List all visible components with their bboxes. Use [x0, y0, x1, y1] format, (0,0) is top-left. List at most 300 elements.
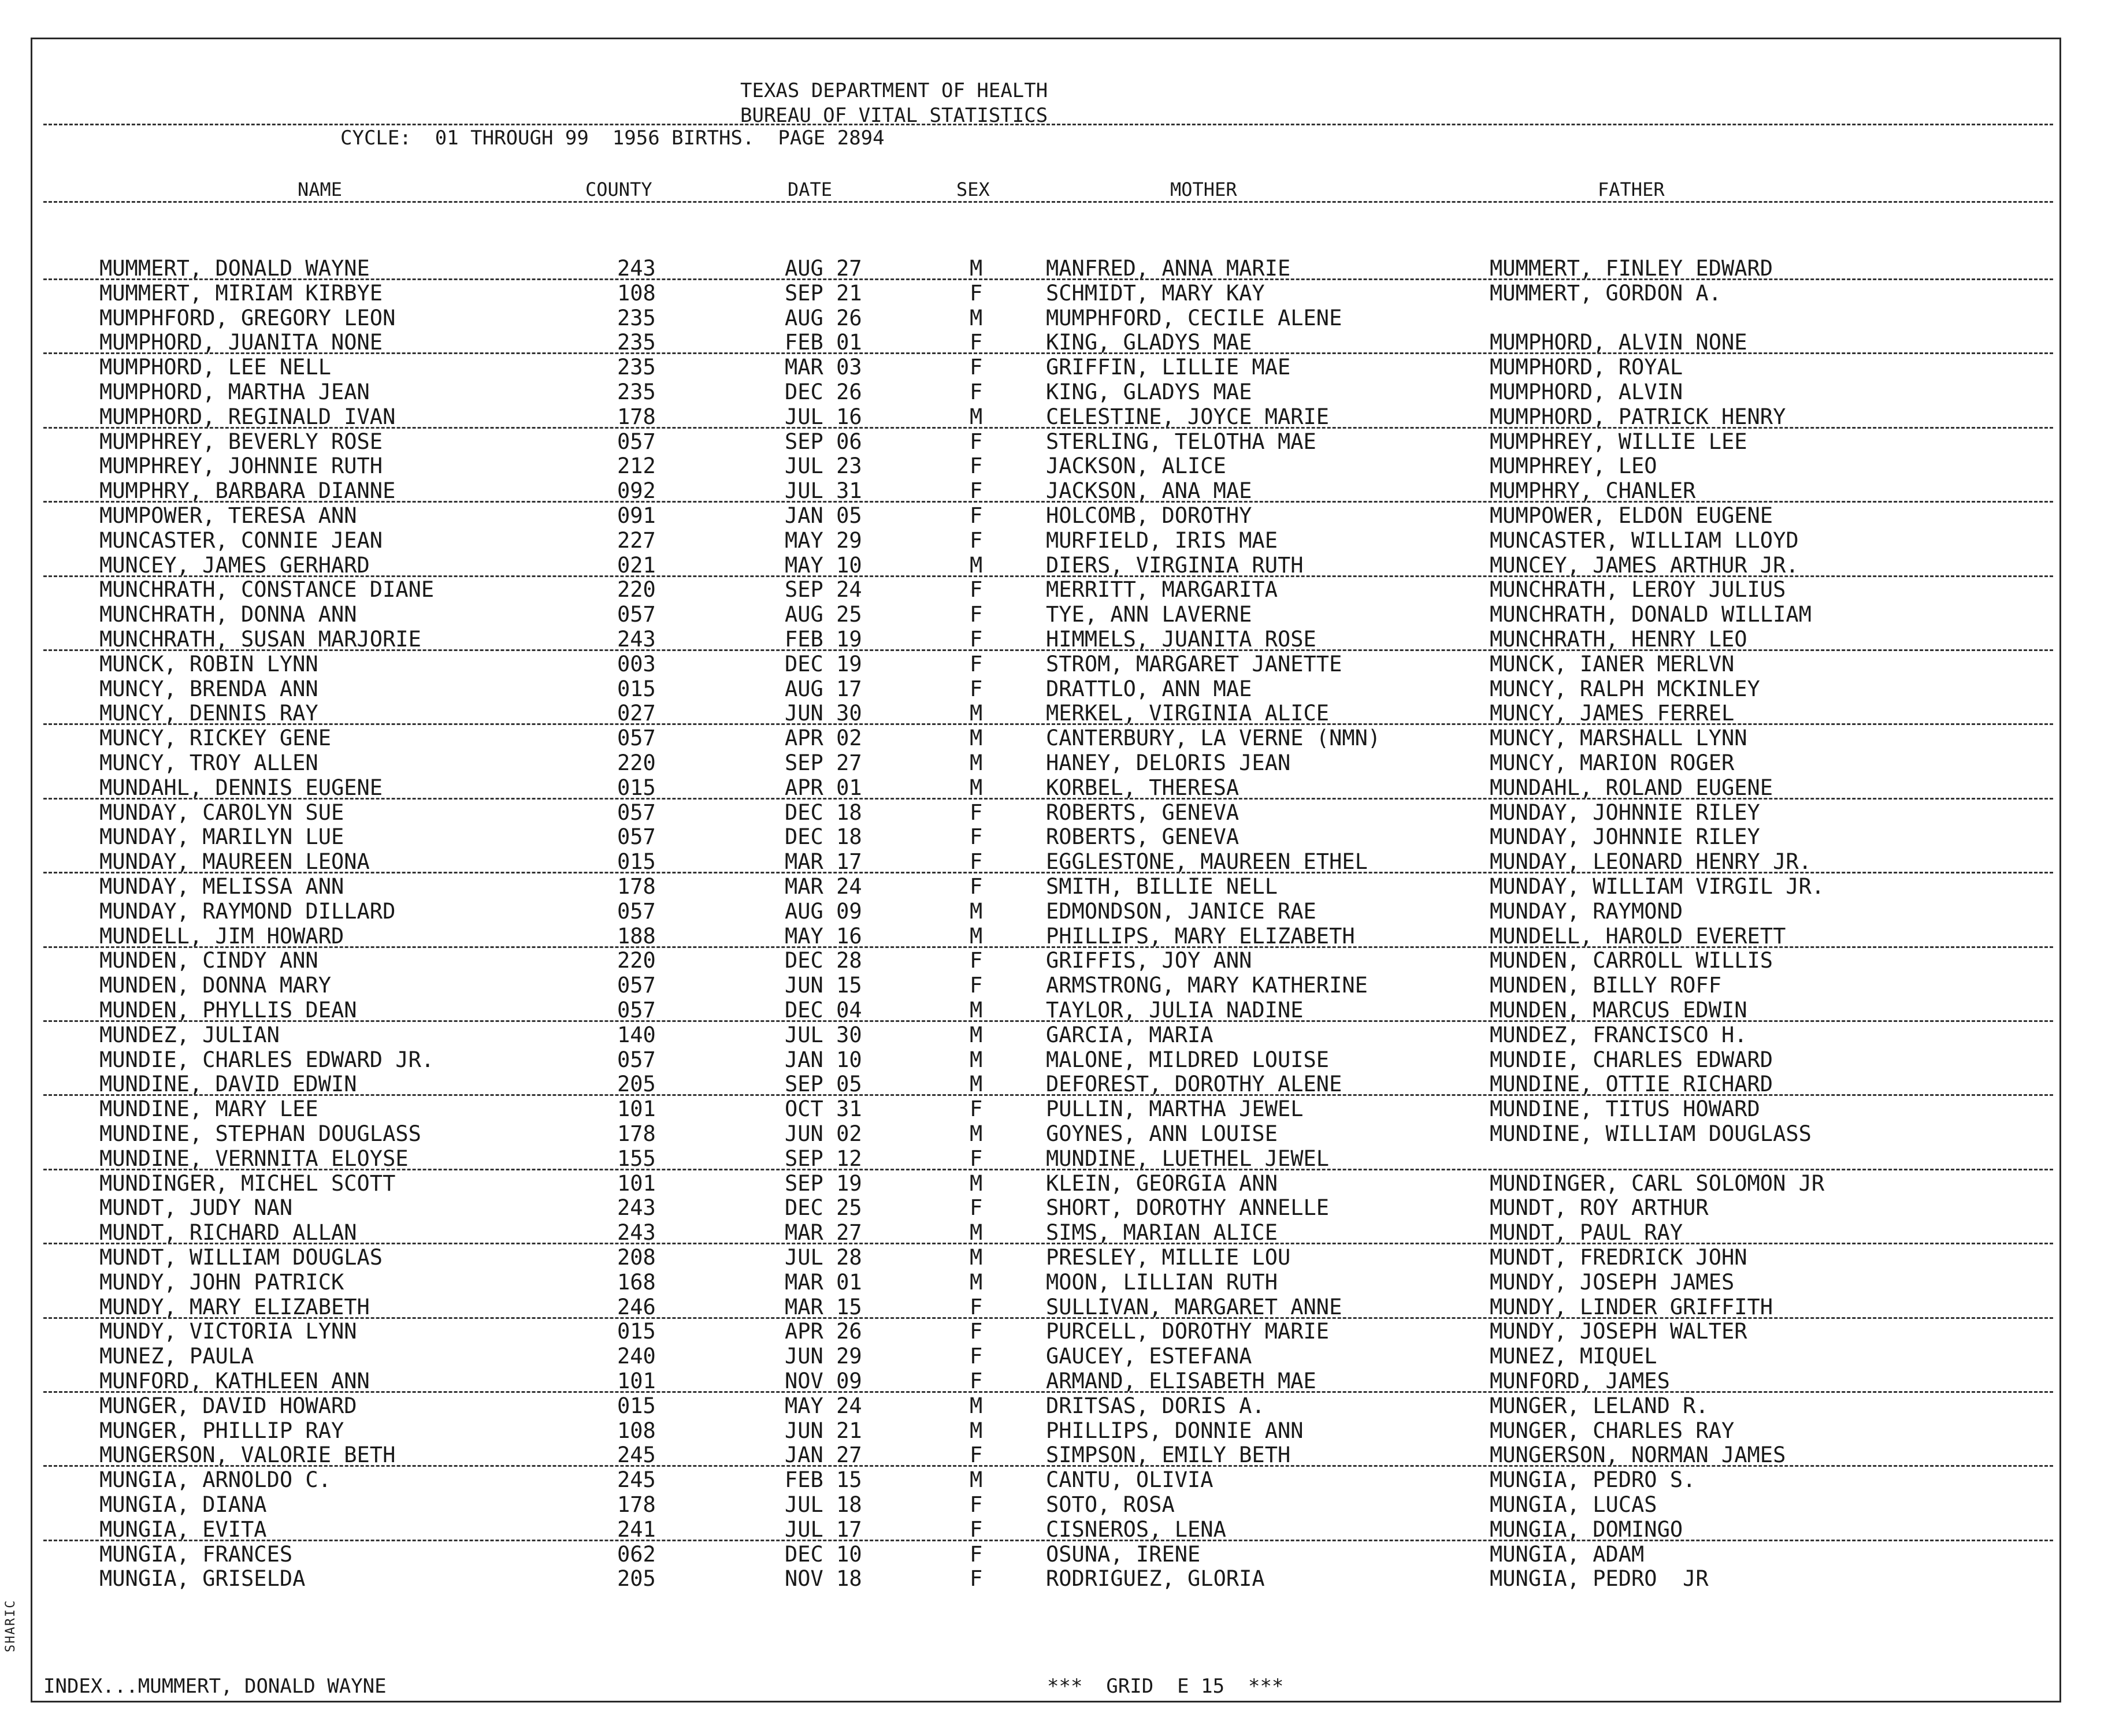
cell-name: MUNDINE, VERNNITA ELOYSE [99, 1146, 409, 1171]
cell-mother: PHILLIPS, DONNIE ANN [1046, 1418, 1304, 1443]
cell-sex: F [970, 1369, 983, 1393]
cell-mother: SULLIVAN, MARGARET ANNE [1046, 1294, 1342, 1319]
cell-sex: F [970, 478, 983, 504]
cell-sex: F [970, 280, 983, 306]
cell-county: 015 [617, 1393, 656, 1418]
cell-county: 243 [617, 1220, 656, 1246]
cell-sex: M [970, 1220, 983, 1246]
cell-father: MUNCK, IANER MERLVN [1490, 651, 1735, 676]
cell-sex: M [970, 1022, 983, 1047]
table-row [0, 1270, 2108, 1295]
table-row [0, 504, 2108, 528]
table-row [0, 998, 2108, 1023]
cell-sex: F [970, 824, 983, 850]
table-row [0, 801, 2108, 825]
cell-county: 178 [617, 874, 656, 899]
cell-county: 235 [617, 305, 656, 330]
table-row [0, 355, 2108, 380]
cell-date: DEC 19 [785, 651, 862, 676]
cell-mother: MALONE, MILDRED LOUISE [1046, 1047, 1330, 1072]
cell-sex: F [970, 1319, 983, 1344]
cell-county: 168 [617, 1269, 656, 1295]
cell-mother: MUNDINE, LUETHEL JEWEL [1046, 1146, 1330, 1171]
cell-father: MUNDEN, MARCUS EDWIN [1490, 998, 1747, 1023]
cell-mother: MANFRED, ANNA MARIE [1046, 256, 1291, 281]
cell-sex: F [970, 527, 983, 553]
footer-grid: *** GRID E 15 *** [1047, 1675, 1284, 1698]
cell-father: MUNDAY, LEONARD HENRY JR. [1490, 849, 1812, 875]
cell-date: APR 26 [785, 1319, 862, 1344]
cell-father: MUNDINE, TITUS HOWARD [1490, 1096, 1760, 1122]
cell-name: MUNCEY, JAMES GERHARD [99, 552, 370, 578]
cell-sex: M [970, 1072, 983, 1097]
cell-county: 243 [617, 1195, 656, 1221]
cell-father: MUNCASTER, WILLIAM LLOYD [1490, 527, 1799, 553]
table-row [0, 1246, 2108, 1270]
row-underline [43, 1317, 2053, 1319]
cell-name: MUNCASTER, CONNIE JEAN [99, 527, 383, 553]
cell-name: MUNDINGER, MICHEL SCOTT [99, 1170, 396, 1196]
cell-mother: MERKEL, VIRGINIA ALICE [1046, 701, 1330, 726]
table-row [0, 1172, 2108, 1196]
cell-date: MAR 03 [785, 355, 862, 380]
cell-sex: M [970, 998, 983, 1023]
cell-date: MAY 16 [785, 923, 862, 949]
cell-name: MUNEZ, PAULA [99, 1344, 254, 1369]
column-header-name: NAME [298, 179, 343, 200]
cell-name: MUNDAY, RAYMOND DILLARD [99, 898, 396, 924]
table-row [0, 677, 2108, 701]
cell-father: MUNDINE, WILLIAM DOUGLASS [1490, 1121, 1812, 1146]
cell-sex: F [970, 1294, 983, 1319]
cell-father: MUNDAY, WILLIAM VIRGIL JR. [1490, 874, 1825, 899]
cell-mother: OSUNA, IRENE [1046, 1541, 1201, 1567]
cell-date: JUL 30 [785, 1022, 862, 1047]
cell-county: 205 [617, 1072, 656, 1097]
cell-mother: SOTO, ROSA [1046, 1492, 1175, 1517]
cell-name: MUNDEN, CINDY ANN [99, 948, 318, 973]
cell-sex: M [970, 1269, 983, 1295]
cell-name: MUNGER, PHILLIP RAY [99, 1418, 344, 1443]
cell-date: MAY 24 [785, 1393, 862, 1418]
cell-father: MUNDT, FREDRICK JOHN [1490, 1245, 1747, 1270]
table-row [0, 1122, 2108, 1146]
cell-mother: ROBERTS, GENEVA [1046, 800, 1239, 825]
cell-date: MAR 01 [785, 1269, 862, 1295]
cell-name: MUNGIA, DIANA [99, 1492, 267, 1517]
cell-name: MUNGER, DAVID HOWARD [99, 1393, 357, 1418]
table-row [0, 1221, 2108, 1245]
cell-father: MUNCY, JAMES FERREL [1490, 701, 1735, 726]
column-header-mother: MOTHER [1170, 179, 1237, 200]
cell-date: JUL 31 [785, 478, 862, 504]
cell-sex: M [970, 1245, 983, 1270]
row-underline [43, 872, 2053, 873]
cell-name: MUNDAY, MAUREEN LEONA [99, 849, 370, 875]
cell-date: MAR 17 [785, 849, 862, 875]
cell-county: 220 [617, 750, 656, 775]
table-row [0, 603, 2108, 627]
row-underline [43, 1020, 2053, 1022]
table-row [0, 454, 2108, 478]
cell-date: FEB 15 [785, 1467, 862, 1493]
cell-father: MUNDY, LINDER GRIFFITH [1490, 1294, 1773, 1319]
table-row [0, 1542, 2108, 1567]
cell-name: MUNDEN, DONNA MARY [99, 973, 331, 998]
cell-mother: PRESLEY, MILLIE LOU [1046, 1245, 1291, 1270]
cell-county: 235 [617, 330, 656, 355]
cell-date: NOV 18 [785, 1566, 862, 1592]
cell-county: 108 [617, 1418, 656, 1443]
cell-mother: RODRIGUEZ, GLORIA [1046, 1566, 1265, 1592]
table-row [0, 652, 2108, 676]
table-row [0, 1023, 2108, 1047]
cell-county: 057 [617, 726, 656, 751]
cell-sex: F [970, 330, 983, 355]
table-row [0, 899, 2108, 924]
table-row [0, 553, 2108, 578]
cell-sex: F [970, 1516, 983, 1542]
cell-name: MUNCHRATH, DONNA ANN [99, 602, 357, 627]
cell-sex: M [970, 1170, 983, 1196]
cell-sex: F [970, 602, 983, 627]
cell-name: MUNCY, BRENDA ANN [99, 676, 318, 701]
cell-date: FEB 19 [785, 627, 862, 652]
cell-date: MAY 10 [785, 552, 862, 578]
cell-name: MUMPHRY, BARBARA DIANNE [99, 478, 396, 504]
cell-date: MAR 24 [785, 874, 862, 899]
cell-name: MUNCY, DENNIS RAY [99, 701, 318, 726]
cell-mother: KORBEL, THERESA [1046, 775, 1239, 800]
cell-date: JAN 27 [785, 1443, 862, 1468]
cell-sex: F [970, 1096, 983, 1122]
cell-father: MUMPHORD, ALVIN [1490, 380, 1683, 404]
cell-county: 027 [617, 701, 656, 726]
cell-date: JUL 23 [785, 453, 862, 479]
row-underline [43, 352, 2053, 354]
cell-county: 205 [617, 1566, 656, 1592]
cell-name: MUNDAY, MELISSA ANN [99, 874, 344, 899]
cell-father: MUNGIA, PEDRO S. [1490, 1467, 1696, 1493]
cell-county: 101 [617, 1369, 656, 1393]
cell-name: MUMPHFORD, GREGORY LEON [99, 305, 396, 330]
cell-name: MUNCHRATH, SUSAN MARJORIE [99, 627, 421, 652]
cell-mother: STERLING, TELOTHA MAE [1046, 429, 1316, 454]
cell-date: JUN 15 [785, 973, 862, 998]
cell-name: MUMPHORD, LEE NELL [99, 355, 331, 380]
cell-date: MAR 15 [785, 1294, 862, 1319]
cell-father: MUMPHRY, CHANLER [1490, 478, 1696, 504]
cell-county: 101 [617, 1096, 656, 1122]
cell-date: AUG 26 [785, 305, 862, 330]
cell-father: MUNDY, JOSEPH WALTER [1490, 1319, 1747, 1344]
column-header-sex: SEX [956, 179, 990, 200]
cell-sex: M [970, 305, 983, 330]
cell-sex: F [970, 651, 983, 676]
cell-name: MUNDAY, MARILYN LUE [99, 824, 344, 850]
cell-date: SEP 05 [785, 1072, 862, 1097]
cell-name: MUMPOWER, TERESA ANN [99, 503, 357, 528]
table-row [0, 627, 2108, 652]
cell-father: MUNCY, RALPH MCKINLEY [1490, 676, 1760, 701]
cell-name: MUNCY, RICKEY GENE [99, 726, 331, 751]
cell-county: 057 [617, 973, 656, 998]
cell-date: NOV 09 [785, 1369, 862, 1393]
column-header-divider [43, 201, 2053, 203]
row-underline [43, 649, 2053, 651]
cell-sex: M [970, 1121, 983, 1146]
cell-county: 188 [617, 923, 656, 949]
cell-sex: M [970, 750, 983, 775]
cell-date: JUL 28 [785, 1245, 862, 1270]
cell-father: MUMPHORD, ROYAL [1490, 355, 1683, 380]
cell-date: SEP 24 [785, 577, 862, 603]
cell-father: MUNDAY, JOHNNIE RILEY [1490, 824, 1760, 850]
table-row [0, 380, 2108, 404]
cell-sex: F [970, 1566, 983, 1592]
cell-mother: STROM, MARGARET JANETTE [1046, 651, 1342, 676]
cell-date: JUN 30 [785, 701, 862, 726]
cell-name: MUNDY, VICTORIA LYNN [99, 1319, 357, 1344]
cell-father: MUMPHORD, ALVIN NONE [1490, 330, 1747, 355]
cell-date: SEP 06 [785, 429, 862, 454]
row-underline [43, 278, 2053, 280]
cell-father: MUMMERT, GORDON A. [1490, 280, 1721, 306]
cell-sex: F [970, 849, 983, 875]
cell-name: MUNDY, JOHN PATRICK [99, 1269, 344, 1295]
side-label: SHARIC [3, 1599, 18, 1652]
cell-name: MUMPHREY, BEVERLY ROSE [99, 429, 383, 454]
cell-name: MUNDEN, PHYLLIS DEAN [99, 998, 357, 1023]
cell-sex: F [970, 627, 983, 652]
cell-name: MUNDINE, STEPHAN DOUGLASS [99, 1121, 421, 1146]
table-row [0, 1344, 2108, 1369]
cell-county: 243 [617, 627, 656, 652]
cell-father: MUMMERT, FINLEY EDWARD [1490, 256, 1773, 281]
cell-father: MUNCHRATH, HENRY LEO [1490, 627, 1747, 652]
cell-sex: M [970, 923, 983, 949]
cell-sex: F [970, 874, 983, 899]
cell-county: 057 [617, 824, 656, 850]
row-underline [43, 575, 2053, 577]
cell-father: MUNDELL, HAROLD EVERETT [1490, 923, 1786, 949]
table-row [0, 1567, 2108, 1591]
cell-date: DEC 18 [785, 824, 862, 850]
cell-mother: EDMONDSON, JANICE RAE [1046, 898, 1316, 924]
column-header-father: FATHER [1598, 179, 1665, 200]
table-row [0, 1394, 2108, 1418]
cell-name: MUNGERSON, VALORIE BETH [99, 1443, 396, 1468]
cell-date: JUN 02 [785, 1121, 862, 1146]
table-row [0, 578, 2108, 602]
cell-name: MUNGIA, ARNOLDO C. [99, 1467, 331, 1493]
table-row [0, 1097, 2108, 1121]
row-underline [43, 723, 2053, 725]
cell-date: JAN 05 [785, 503, 862, 528]
cell-mother: HOLCOMB, DOROTHY [1046, 503, 1252, 528]
cell-date: JUL 16 [785, 404, 862, 429]
cell-father: MUNDT, ROY ARTHUR [1490, 1195, 1709, 1221]
table-row [0, 1072, 2108, 1096]
cell-mother: SIMPSON, EMILY BETH [1046, 1443, 1291, 1468]
row-underline [43, 427, 2053, 429]
table-row [0, 751, 2108, 775]
cell-county: 057 [617, 898, 656, 924]
cell-mother: EGGLESTONE, MAUREEN ETHEL [1046, 849, 1368, 875]
row-underline [43, 798, 2053, 800]
cell-mother: PURCELL, DOROTHY MARIE [1046, 1319, 1330, 1344]
cell-county: 241 [617, 1516, 656, 1542]
header-divider [43, 124, 2053, 125]
cell-date: JUN 21 [785, 1418, 862, 1443]
cell-father: MUMPHORD, PATRICK HENRY [1490, 404, 1786, 429]
cell-county: 057 [617, 1047, 656, 1072]
table-row [0, 479, 2108, 503]
cell-county: 245 [617, 1467, 656, 1493]
cell-mother: DIERS, VIRGINIA RUTH [1046, 552, 1304, 578]
cell-mother: HIMMELS, JUANITA ROSE [1046, 627, 1316, 652]
cell-sex: F [970, 948, 983, 973]
header-bureau: BUREAU OF VITAL STATISTICS [740, 104, 1048, 127]
cell-mother: DRITSAS, DORIS A. [1046, 1393, 1265, 1418]
cell-father: MUNGERSON, NORMAN JAMES [1490, 1443, 1786, 1468]
cell-mother: GOYNES, ANN LOUISE [1046, 1121, 1278, 1146]
cell-mother: TAYLOR, JULIA NADINE [1046, 998, 1304, 1023]
cell-county: 212 [617, 453, 656, 479]
cell-date: SEP 27 [785, 750, 862, 775]
cell-mother: MOON, LILLIAN RUTH [1046, 1269, 1278, 1295]
table-row [0, 1518, 2108, 1542]
cell-mother: PULLIN, MARTHA JEWEL [1046, 1096, 1304, 1122]
cell-county: 140 [617, 1022, 656, 1047]
cell-father: MUNEZ, MIQUEL [1490, 1344, 1657, 1369]
cell-sex: F [970, 800, 983, 825]
cell-sex: M [970, 1418, 983, 1443]
cell-father: MUMPHREY, WILLIE LEE [1490, 429, 1747, 454]
cell-father: MUNDT, PAUL RAY [1490, 1220, 1683, 1246]
cell-mother: KING, GLADYS MAE [1046, 380, 1252, 404]
cell-mother: TYE, ANN LAVERNE [1046, 602, 1252, 627]
cell-name: MUNDINE, MARY LEE [99, 1096, 318, 1122]
cell-father: MUNGIA, LUCAS [1490, 1492, 1657, 1517]
table-row [0, 1295, 2108, 1319]
table-row [0, 949, 2108, 973]
table-row [0, 257, 2108, 281]
cell-father: MUNGIA, ADAM [1490, 1541, 1645, 1567]
cell-father: MUNDINE, OTTIE RICHARD [1490, 1072, 1773, 1097]
cell-name: MUNFORD, KATHLEEN ANN [99, 1369, 370, 1393]
row-underline [43, 1465, 2053, 1467]
cell-name: MUMPHORD, JUANITA NONE [99, 330, 383, 355]
table-row [0, 430, 2108, 454]
cell-father: MUNDEZ, FRANCISCO H. [1490, 1022, 1747, 1047]
cell-county: 208 [617, 1245, 656, 1270]
cell-mother: KLEIN, GEORGIA ANN [1046, 1170, 1278, 1196]
cell-date: AUG 27 [785, 256, 862, 281]
cell-mother: GRIFFIS, JOY ANN [1046, 948, 1252, 973]
cell-mother: ARMSTRONG, MARY KATHERINE [1046, 973, 1368, 998]
cell-father: MUMPOWER, ELDON EUGENE [1490, 503, 1773, 528]
cell-county: 235 [617, 355, 656, 380]
cell-date: APR 02 [785, 726, 862, 751]
cell-date: DEC 18 [785, 800, 862, 825]
cell-county: 220 [617, 948, 656, 973]
cell-county: 057 [617, 998, 656, 1023]
table-row [0, 875, 2108, 899]
cell-name: MUNDAHL, DENNIS EUGENE [99, 775, 383, 800]
cell-father: MUNGIA, PEDRO JR [1490, 1566, 1709, 1592]
cell-father: MUNGIA, DOMINGO [1490, 1516, 1683, 1542]
cell-mother: PHILLIPS, MARY ELIZABETH [1046, 923, 1355, 949]
cell-sex: F [970, 1541, 983, 1567]
cell-name: MUNGIA, FRANCES [99, 1541, 293, 1567]
cell-county: 240 [617, 1344, 656, 1369]
cell-sex: F [970, 503, 983, 528]
table-row [0, 1419, 2108, 1443]
cell-father: MUNCY, MARSHALL LYNN [1490, 726, 1747, 751]
cell-father: MUNCY, MARION ROGER [1490, 750, 1735, 775]
cell-sex: F [970, 355, 983, 380]
row-underline [43, 1540, 2053, 1541]
cell-father: MUMPHREY, LEO [1490, 453, 1657, 479]
cell-date: JUL 17 [785, 1516, 862, 1542]
cell-county: 155 [617, 1146, 656, 1171]
table-row [0, 1196, 2108, 1220]
cell-sex: M [970, 256, 983, 281]
cell-county: 178 [617, 1121, 656, 1146]
column-header-county: COUNTY [585, 179, 652, 200]
cell-sex: M [970, 701, 983, 726]
cell-sex: F [970, 1344, 983, 1369]
cell-county: 101 [617, 1170, 656, 1196]
cell-father: MUNCHRATH, DONALD WILLIAM [1490, 602, 1812, 627]
header-cycle: CYCLE: 01 THROUGH 99 1956 BIRTHS. PAGE 2894 [340, 127, 885, 150]
cell-name: MUNCHRATH, CONSTANCE DIANE [99, 577, 435, 603]
cell-date: DEC 26 [785, 380, 862, 404]
cell-date: SEP 19 [785, 1170, 862, 1196]
cell-father: MUNDEN, CARROLL WILLIS [1490, 948, 1773, 973]
table-row [0, 1468, 2108, 1492]
cell-date: DEC 04 [785, 998, 862, 1023]
cell-father: MUNCHRATH, LEROY JULIUS [1490, 577, 1786, 603]
cell-mother: GAUCEY, ESTEFANA [1046, 1344, 1252, 1369]
cell-county: 091 [617, 503, 656, 528]
cell-date: AUG 09 [785, 898, 862, 924]
column-header-date: DATE [788, 179, 833, 200]
cell-father: MUNDAY, JOHNNIE RILEY [1490, 800, 1760, 825]
cell-father: MUNCEY, JAMES ARTHUR JR. [1490, 552, 1799, 578]
cell-name: MUNDT, RICHARD ALLAN [99, 1220, 357, 1246]
cell-name: MUNGIA, GRISELDA [99, 1566, 306, 1592]
cell-date: DEC 28 [785, 948, 862, 973]
row-underline [43, 501, 2053, 503]
cell-mother: MERRITT, MARGARITA [1046, 577, 1278, 603]
cell-mother: MURFIELD, IRIS MAE [1046, 527, 1278, 553]
cell-name: MUNDT, WILLIAM DOUGLAS [99, 1245, 383, 1270]
cell-date: SEP 21 [785, 280, 862, 306]
cell-father: MUNGER, LELAND R. [1490, 1393, 1709, 1418]
cell-date: JAN 10 [785, 1047, 862, 1072]
table-row [0, 726, 2108, 750]
cell-sex: F [970, 1146, 983, 1171]
cell-name: MUNDELL, JIM HOWARD [99, 923, 344, 949]
cell-mother: DRATTLO, ANN MAE [1046, 676, 1252, 701]
cell-county: 015 [617, 676, 656, 701]
cell-sex: M [970, 726, 983, 751]
cell-sex: F [970, 380, 983, 404]
cell-county: 015 [617, 775, 656, 800]
table-row [0, 924, 2108, 949]
